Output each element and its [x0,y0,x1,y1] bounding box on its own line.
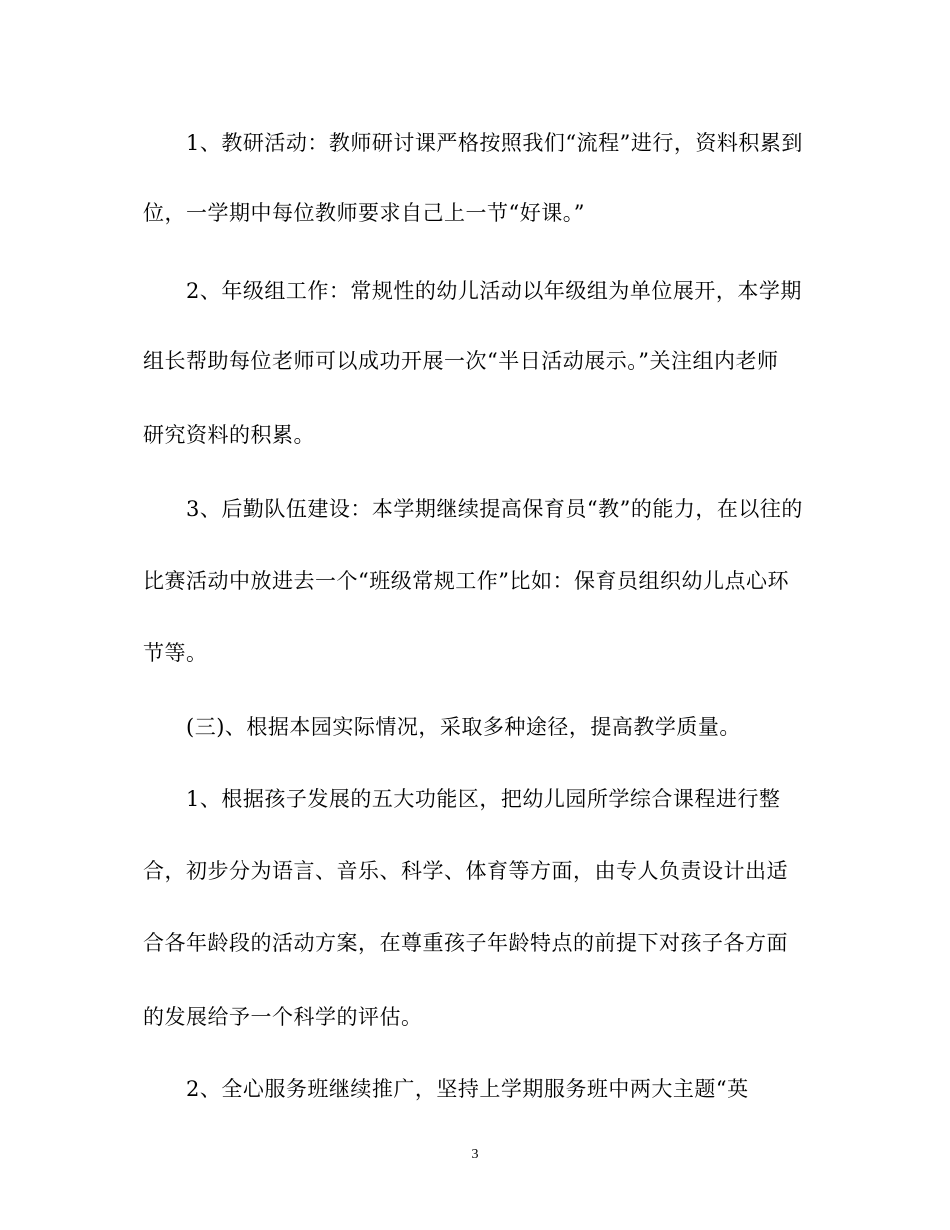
text-line: 合，初步分为语言、音乐、科学、体育等方面，由专人负责设计出适 [143,859,788,883]
text-line: 1、教研活动：教师研讨课严格按照我们“流程”进行，资料积累到 [186,131,803,155]
section-heading: (三)、根据本园实际情况，采取多种途径，提高教学质量。 [186,715,741,739]
text-line: 比赛活动中放进去一个“班级常规工作”比如：保育员组织幼儿点心环 [143,569,789,593]
text-line: 2、全心服务班继续推广，坚持上学期服务班中两大主题“英 [186,1077,749,1101]
text-line: 位，一学期中每位教师要求自己上一节“好课。” [143,201,585,225]
text-line: 1、根据孩子发展的五大功能区，把幼儿园所学综合课程进行整 [186,787,781,811]
page-number: 3 [471,1147,479,1162]
text-line: 的发展给予一个科学的评估。 [143,1005,423,1029]
text-line: 研究资料的积累。 [143,423,315,447]
text-line: 合各年龄段的活动方案，在尊重孩子年龄特点的前提下对孩子各方面 [143,931,788,955]
text-line: 组长帮助每位老师可以成功开展一次“半日活动展示。”关注组内老师 [143,349,779,373]
text-line: 3、后勤队伍建设：本学期继续提高保育员“教”的能力，在以往的 [186,497,803,521]
text-line: 节等。 [143,641,208,665]
text-line: 2、年级组工作：常规性的幼儿活动以年级组为单位展开，本学期 [186,279,802,303]
